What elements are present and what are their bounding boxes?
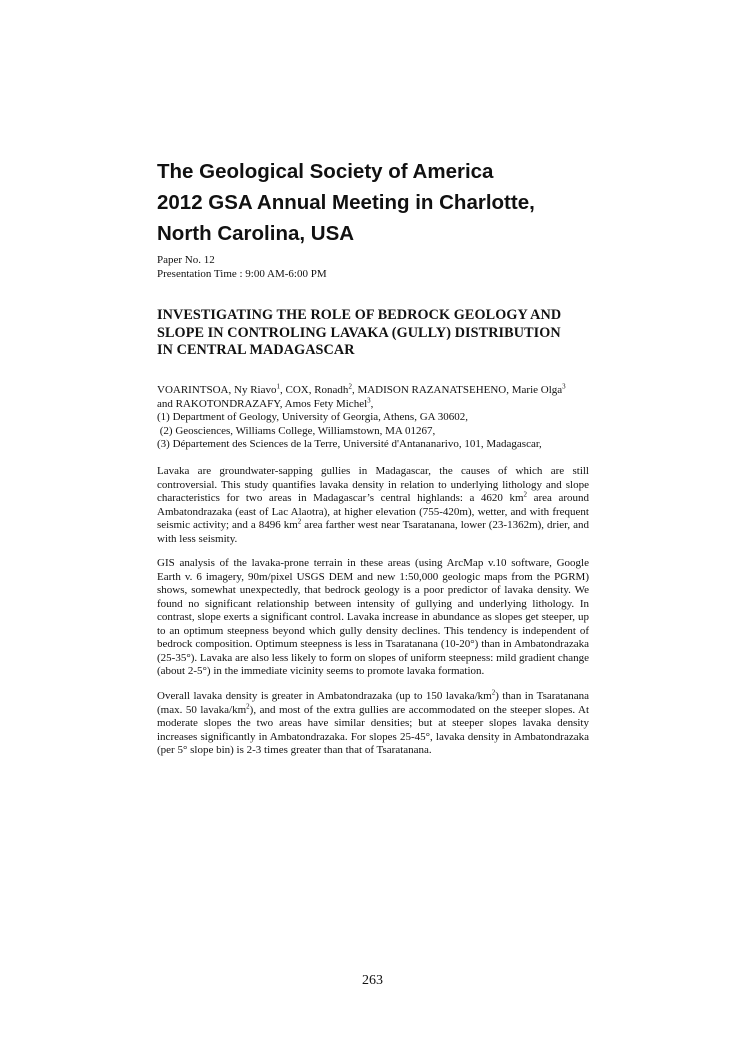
author-line-2 (157, 395, 597, 412)
author-line-1 (157, 384, 597, 398)
author-1-affil: 1 (276, 382, 280, 391)
conference-line-2: 2012 GSA Annual Meeting in Charlotte, (157, 191, 535, 214)
author-4: and RAKOTONDRAZAFY, Amos Fety Michel (157, 397, 368, 410)
author-1: VOARINTSOA, Ny Riavo (157, 384, 277, 396)
author-3-affil: 3 (562, 382, 566, 391)
conference-line-3: North Carolina, USA (157, 222, 355, 245)
p3-text-a: Overall lavaka density is greater in Ambatondrazaka (up to 150 lavaka/km (157, 690, 492, 702)
author-2: , COX, Ronadh (279, 384, 349, 396)
affiliation-1: (1) Department of Geology, University of Georgia, Athens, GA 30602, (157, 411, 468, 423)
p3-sup-2: 2 (246, 701, 250, 710)
p1-text-c: area farther west near Tsaratanana, lower (23-1362m), drier, and with less seismity. (157, 519, 589, 545)
abstract-paragraph-3 (157, 690, 589, 758)
abstract-paragraph-1 (157, 465, 589, 546)
p3-sup-1: 2 (491, 688, 496, 697)
conference-line-1: The Geological Society of America (157, 160, 494, 183)
author-3: , MADISON RAZANATSEHENO, Marie Olga (351, 384, 563, 396)
author-line-2-tail: , (370, 397, 374, 410)
author-4-affil: 3 (367, 395, 371, 404)
title-line-3: IN CENTRAL MADAGASCAR (157, 342, 355, 358)
affiliation-2: (2) Geosciences, Williams College, Williamstown, MA 01267, (157, 424, 436, 437)
p1-text-b: area around Ambatondrazaka (east of Lac Alaotra), at higher elevation (755-420m), wetter, and with frequent seismic activity; and a 8496 km (157, 492, 590, 531)
p1-text-a: Lavaka are groundwater-sapping gullies in Madagascar, the causes of which are still controversial. This study quantifies lavaka density in relation to underlying lithology and slope characteristics for two areas in Madagascar’s central highlands: a 4620 km (157, 465, 589, 504)
p3-text-b: ) than in Tsaratanana (max. 50 lavaka/km (157, 690, 589, 716)
title-line-2: SLOPE IN CONTROLING LAVAKA (GULLY) DISTRIBUTION (157, 324, 561, 341)
p1-sup-2: 2 (297, 517, 302, 526)
affiliation-3: (3) Département des Sciences de la Terre, Université d'Antananarivo, 101, Madagascar, (157, 438, 542, 450)
paper-title (157, 307, 597, 360)
paper-number: Paper No. 12 (157, 254, 215, 266)
p3-text-c: ), and most of the extra gullies are accommodated on the steeper slopes. At moderate slopes the two areas have similar densities; but at steeper slopes lavaka density increases significantly in Ambatondrazaka. For slopes 25-45°, lavaka density in Ambatondrazaka (per 5° slope bin) is 2-3 times greater than that of Tsaratanana. (157, 703, 590, 756)
paper-meta (157, 254, 327, 281)
abstract-paragraph-2: GIS analysis of the lavaka-prone terrain in these areas (using ArcMap v.10 software, Google Earth v. 6 imagery, 90m/pixel USGS DEM and new 1:50,000 geologic maps from the PGRM) shows, somewhat unexpectedly, that bedrock geology is a poor predictor of lavaka density. We found no significant relationship between intensity of gullying and underlying lithology. In contrast, slope exerts a significant control. Lavaka increase in abundance as slopes get steeper, up to an optimum steepness beyond which gully density declines. This tendency is independent of bedrock composition. Optimum steepness is less in Tsaratanana (10-20°) than in Ambatondrazaka (25-35°). Lavaka are also less likely to form on slopes of uniform steepness: mild gradient change (about 2-5°) in the immediate vicinity seems to promote lavaka formation. (157, 557, 589, 677)
p1-sup-1: 2 (523, 490, 528, 499)
author-2-affil: 2 (348, 382, 352, 391)
presentation-time: Presentation Time : 9:00 AM-6:00 PM (157, 267, 327, 280)
title-line-1: INVESTIGATING THE ROLE OF BEDROCK GEOLOGY AND (157, 307, 562, 323)
page-number: 263 (362, 973, 383, 988)
conference-heading (157, 156, 617, 249)
authors-block (157, 384, 597, 452)
